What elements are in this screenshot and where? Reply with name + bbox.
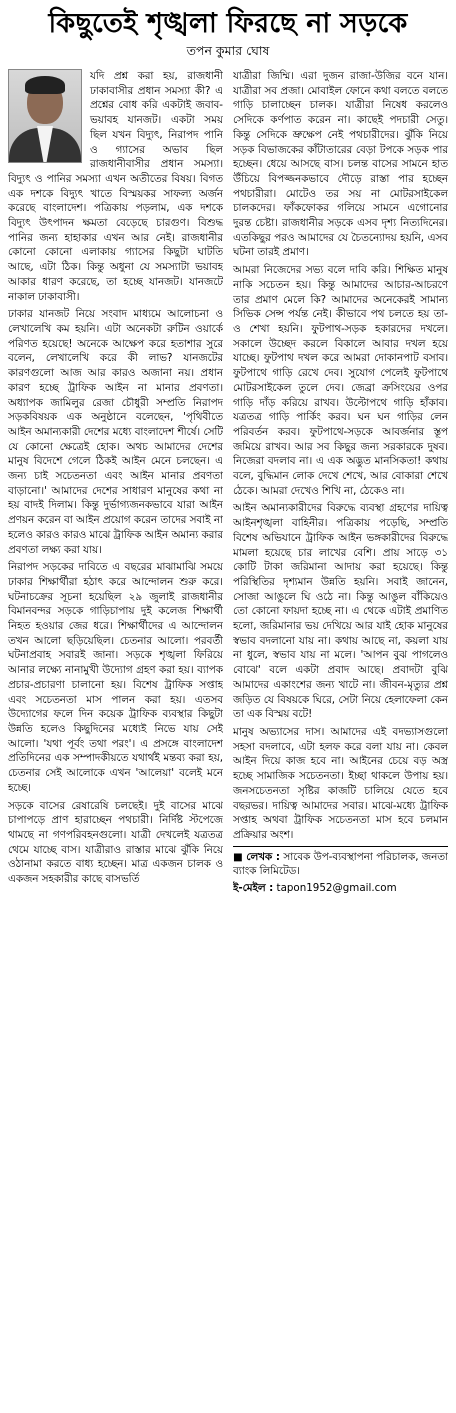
article-columns (8, 69, 448, 1394)
column-left (8, 69, 223, 1394)
author-email-line (233, 881, 448, 896)
author-email[interactable]: tapon1952@gmail.com (276, 882, 397, 895)
headline: কিছুতেই শৃঙ্খলা ফিরছে না সড়কে (48, 8, 408, 39)
byline: তপন কুমার ঘোষ (186, 43, 270, 59)
author-designation: সাবেক উপ-ব্যবস্থাপনা পরিচালক, জনতা ব্যাংক লিমিটেড। (233, 850, 448, 878)
paragraph: যদি প্রশ্ন করা হয়, রাজধানী ঢাকাবাসীর প্রধান সমস্যা কী? এ প্রশ্নের বোধ করি একটাই জবাব-ভয়াবহ যানজট। একটা সময় ছিল যখন বিদ্যুৎ, নিরাপদ পানি ও গ্যাসের অভাব ছিল রাজধানীবাসীর প্রধান সমস্যা। বিদ্যুৎ ও পানির সমস্যা এখন অতীতের বিষয়। বিগত এক দশকে বিদ্যুৎ খাতে বিস্ময়কর সাফল্য অর্জন করেছে বাংলাদেশ। পত্রিকায় পড়লাম, এক দশকে বিদ্যুৎ উৎপাদন ক্ষমতা বেড়েছে চারগুণ। বিশুদ্ধ পানির জন্য হাহাকার এখন আর নেই। রাজধানীর কোনো কোনো এলাকায় গ্যাসের কিছুটা ঘাটতি আছে, এটা ঠিক। কিন্তু অধুনা যে সমস্যাটা ভয়াবহ আকার ধারণ করেছে, তা হচ্ছে যানজট। যানজটে নাকাল ঢাকাবাসী। (8, 70, 223, 303)
lead-paragraph-wrap (8, 69, 223, 304)
column-right (233, 69, 448, 1394)
author-note: ■ লেখক : সাবেক উপ-ব্যবস্থাপনা পরিচালক, জনতা ব্যাংক লিমিটেড। (233, 850, 448, 878)
paragraph: যাত্রীরা জিম্মি। এরা দুজন রাজা-উজির বনে যান। যাত্রীরা সব প্রজা। মোবাইল ফোনে কথা বলতে বলতে গাড়ি চালাচ্ছেন চালক। যাত্রীরা নিষেধ করলেও সেদিকে কর্ণপাত করেন না। কাছেই পদচারী সেতু। কিন্তু সেদিকে ভ্রুক্ষেপ নেই পথচারীদের। ঝুঁকি নিয়ে সড়ক বিভাজকের কাঁটাতারের বেড়া টপকে সড়ক পার হচ্ছেন। ধেয়ে আসছে বাস। চলন্ত বাসের সামনে হাত উঁচিয়ে বিপজ্জনকভাবে দৌড়ে রাস্তা পার হচ্ছেন পথচারীরা। মোটেও তর সয় না মোটরসাইকেল চালকদের। ফাঁকফোকর গলিয়ে সামনে এগোনোর দুরন্ত চেষ্টা। রাজধানীর সড়কে এসব দৃশ্য নিত্যদিনের। এতকিছুর পরও আমাদের যে চৈতন্যোদয় হয়নি, এসব ঘটনা তারই প্রমাণ। (233, 70, 448, 259)
author-photo (8, 69, 82, 163)
paragraph: সড়কে বাসের রেষারেষি চলছেই। দুই বাসের মাঝে চাপাপড়ে প্রাণ হারাচ্ছেন পথচারী। নির্দিষ্ট স্টপেজে থামছে না গণপরিবহনগুলো। যাত্রী দেখলেই যত্রতত্র থেমে যাচ্ছে বাস। যাত্রীরাও রাস্তার মাঝে ঝুঁকি নিয়ে ওঠানামা করতে বাধ্য হচ্ছেন। মাত্র একজন চালক ও একজন সহকারীর কাছে বাসভর্তি (8, 799, 223, 886)
paragraph: মানুষ অভ্যাসের দাস। আমাদের এই বদভ্যাসগুলো সহসা বদলাবে, এটা হলফ করে বলা যায় না। কেবল আইন দিয়ে কাজ হবে না। আইনের চেয়ে বড় অস্ত্র হচ্ছে সামাজিক সচেতনতা। ইচ্ছা থাকলে উপায় হয়। জনসচেতনতা সৃষ্টির কাজটি চালিয়ে যেতে হবে বছরভর। দায়িত্ব আমাদের সবার। মাঝে-মধ্যে ট্রাফিক সপ্তাহ অথবা ট্রাফিক সচেতনতা মাস হবে চলমান প্রক্রিয়ার অংশ। (233, 725, 448, 841)
paragraph: আইন অমান্যকারীদের বিরুদ্ধে ব্যবস্থা গ্রহণের দায়িত্ব আইনশৃঙ্খলা বাহিনীর। পত্রিকায় পড়েছি, সম্প্রতি বিশেষ অভিযানে ট্রাফিক আইন ভঙ্গকারীদের বিরুদ্ধে মামলা হয়েছে চার লাখের বেশি। প্রায় সাড়ে ৩১ কোটি টাকা জরিমানা আদায় করা হয়েছে। কিন্তু পরিস্থিতির দৃশ্যমান উন্নতি হয়নি। সবাই জানেন, সোজা আঙুলে ঘি ওঠে না। কিন্তু আঙুল বাঁকিয়েও তো কোনো ফায়দা হচ্ছে না। এ থেকে এটাই প্রমাণিত হলো, জরিমানার ভয় দেখিয়ে আর যাই হোক মানুষের স্বভাব বদলানো যায় না। কথায় আছে না, কয়লা যায় না ধুলে, স্বভাব যায় না মলে। 'আপন বুঝ পাগলেও বোঝে' বলে একটা প্রবাদ আছে। প্রবাদটা বুঝি আমাদের একাংশের জন্য খাটে না। জীবন-মৃত্যুর প্রশ্ন জড়িত যে বিষয়কে ঘিরে, সেটা নিয়ে হেলাফেলা কেন তা এক বিস্ময় বটে! (233, 502, 448, 721)
author-divider (233, 846, 448, 847)
paragraph: ঢাকার যানজট নিয়ে সংবাদ মাধ্যমে আলোচনা ও লেখালেখি কম হয়নি। এটা অনেকটা রুটিন ওয়ার্কে পরিণত হয়েছে! অনেকে আক্ষেপ করে হতাশার সুরে বলেন, লেখালেখি করে কী লাভ? যানজটের কারণগুলো আজ আর কারও অজানা নয়। প্রধান কারণ হচ্ছে ট্রাফিক আইন না মানার প্রবণতা। অধ্যাপক জামিলুর রেজা চৌধুরী সম্প্রতি নিরাপদ সড়কবিষয়ক এক অনুষ্ঠানে বলেছেন, 'পৃথিবীতে আইন অমান্যকারী দেশের মধ্যে বাংলাদেশ শীর্ষে। সেটি যে কোনো ক্ষেত্রেই হোক। অথচ আমাদের দেশের মানুষ বিদেশে গেলে ঠিকই আইন মেনে চলছেন। এ জন্য চাই সচেতনতা এবং আইন মানার প্রবণতা বাড়ানো।' আমাদের দেশের সাধারণ মানুষের কথা না হয় বাদই দিলাম। কিন্তু দুর্ভাগ্যজনকভাবে যারা আইন প্রণয়ন করেন বা আইন প্রয়োগ করেন তাদের সবাই না হলেও কারও কারও মাঝে ট্রাফিক আইন অমান্য করার প্রবণতা লক্ষ্য করা যায়। (8, 308, 223, 556)
author-label: লেখক : (246, 850, 280, 863)
paragraph: নিরাপদ সড়কের দাবিতে এ বছরের মাঝামাঝি সময়ে ঢাকার শিক্ষার্থীরা হঠাৎ করে আন্দোলন শুরু করে। ঘটনাচক্রের সূচনা হয়েছিল ২৯ জুলাই রাজধানীর বিমানবন্দর সড়কে গাড়িচাপায় দুই কলেজ শিক্ষার্থী নিহত হওয়ার জের ধরে। শিক্ষার্থীদের এ আন্দোলন তখন আলো ছড়িয়েছিল। চেতনার আলো। পরবর্তী ঘটনাপ্রবাহ সবারই জানা। সড়কে শৃঙ্খলা ফিরিয়ে আনার লক্ষ্যে নানামুখী উদ্যোগ গ্রহণ করা হয়। ব্যাপক প্রচার-প্রচারণা চালানো হয়। বিশেষ ট্রাফিক সপ্তাহ এবং সচেতনতা মাস পালন করা হয়। এতসব উদ্যোগের ফলে দিন কয়েক ট্রাফিক ব্যবস্থার কিছুটা উন্নতি হলেও কিছুদিনের মধ্যেই নিভে যায় সেই আলো। 'যথা পূর্বং তথা পরং'। এ প্রসঙ্গে বাংলাদেশ প্রতিদিনের এক সম্পাদকীয়তে যথার্থই মন্তব্য করা হয়, চেতনার সেই আলোকে এখন 'আলেয়া' বলেই মনে হচ্ছে। (8, 561, 223, 794)
email-label: ই-মেইল : (233, 882, 274, 895)
paragraph: আমরা নিজেদের সভ্য বলে দাবি করি। শিক্ষিত মানুষ নাকি সচেতন হয়। কিন্তু আমাদের আচার-আচরণে তার প্রমাণ মেলে কি? আমাদের অনেকেরই সামান্য সিভিক সেন্স পর্যন্ত নেই। কীভাবে পথ চলতে হয় তা-ও শেখা হয়নি। ফুটপাথ-সড়ক হকারদের দখলে। সকালে উচ্ছেদ করলে বিকালে আবার দখল হয়ে যাচ্ছে। ফুটপাথ দখল করে আমরা দোকানপাট বসাব। ফুটপাথে গাড়ি রেখে দেব। সুযোগ পেলেই ফুটপাথে মোটরসাইকেল তুলে দেব। জেব্রা ক্রসিংয়ের ওপর গাড়ি দাঁড় করিয়ে রাখব। উল্টোপথে গাড়ি হাঁকাব। যত্রতত্র গাড়ি পার্কিং করব। ঘন ঘন গাড়ির লেন পরিবর্তন করব। ফুটপাথে-সড়কে আবর্জনার স্তূপ জমিয়ে রাখব। আর সব কিছুর জন্য সরকারকে দুষব। নিজেরা বদলাব না। এ এক অদ্ভুত মানসিকতা! কথায় বলে, বুদ্ধিমান লোক দেখে শেখে, আর বোকারা শেখে ঠেকে। আমরা দেখেও শিখি না, ঠেকেও না। (233, 264, 448, 497)
